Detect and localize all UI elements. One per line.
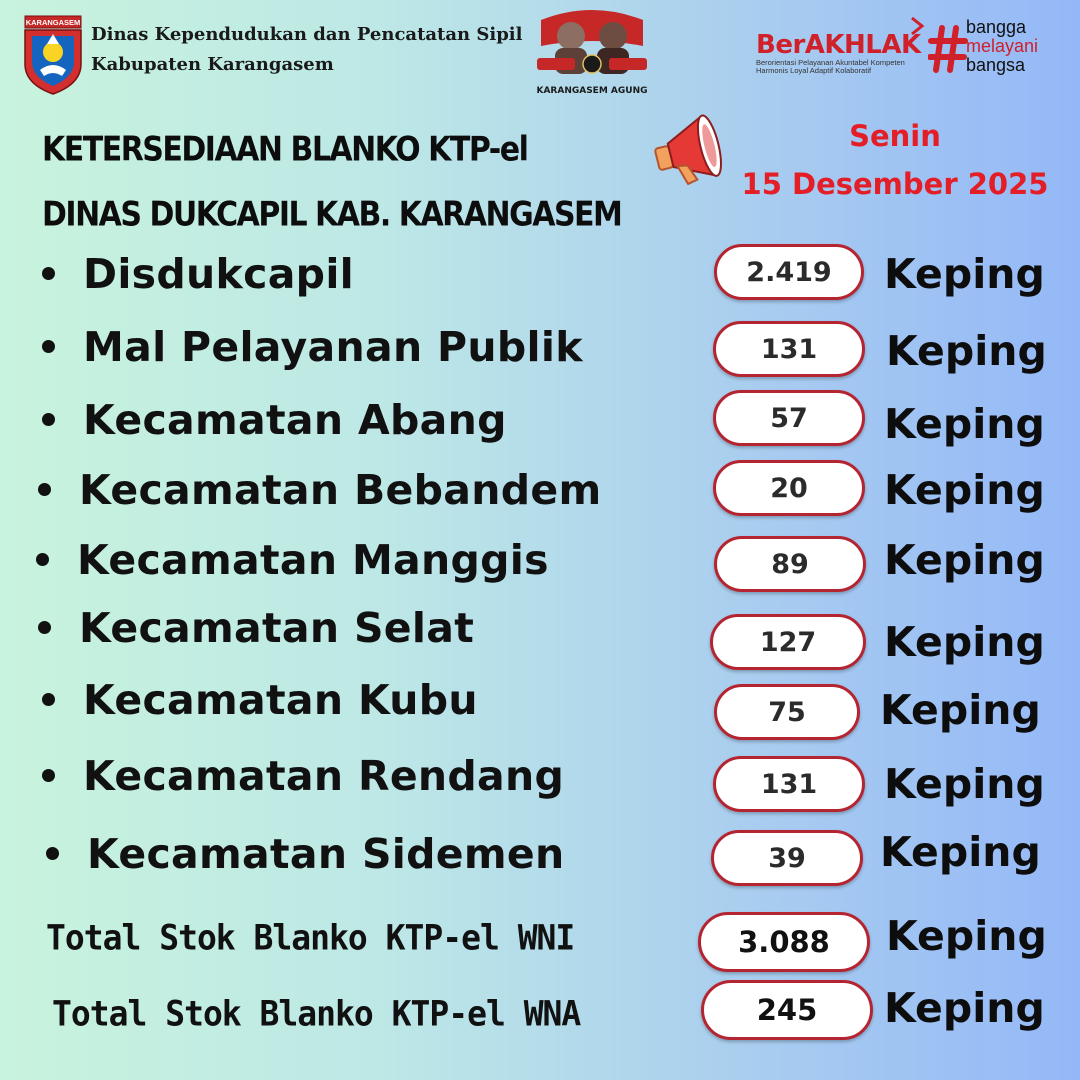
- hashtag-icon: [928, 24, 968, 74]
- date-day: Senin: [849, 119, 941, 153]
- bullet: [38, 621, 51, 634]
- organization-name: [91, 20, 522, 80]
- unit-label: Keping: [884, 466, 1045, 514]
- page-title: [42, 118, 621, 248]
- bangga-line-3: bangsa: [966, 55, 1026, 75]
- bullet: [38, 483, 51, 496]
- unit-label: Keping: [884, 400, 1045, 448]
- org-line-2: Kabupaten Karangasem: [91, 54, 334, 75]
- total-pill: 3.088: [698, 912, 870, 972]
- row-label: Kecamatan Sidemen: [87, 830, 565, 878]
- karangasem-logo: [22, 14, 84, 96]
- bullet: [46, 847, 59, 860]
- total-label: Total Stok Blanko KTP-el WNA: [52, 993, 581, 1034]
- unit-label: Keping: [886, 327, 1047, 375]
- count-pill: 89: [714, 536, 866, 592]
- list-item: [0, 530, 1080, 590]
- list-item: [0, 244, 1080, 304]
- row-label: Kecamatan Rendang: [83, 752, 565, 800]
- count-pill: 2.419: [714, 244, 864, 300]
- row-label: Mal Pelayanan Publik: [83, 323, 583, 371]
- count-pill: 57: [713, 390, 865, 446]
- unit-label: Keping: [886, 912, 1047, 960]
- title-line-1: KETERSEDIAAN BLANKO KTP-el: [42, 130, 528, 170]
- list-item: [0, 598, 1080, 666]
- bullet: [42, 693, 55, 706]
- date-full: 15 Desember 2025: [741, 167, 1049, 201]
- count-pill: 20: [713, 460, 865, 516]
- row-label: Kecamatan Bebandem: [79, 466, 602, 514]
- bullet: [36, 553, 49, 566]
- count-pill: 131: [713, 756, 865, 812]
- megaphone-icon: [650, 108, 734, 192]
- row-label: Kecamatan Abang: [83, 396, 507, 444]
- list-item: [0, 317, 1080, 377]
- total-pill: 245: [701, 980, 873, 1040]
- karangasem-agung-badge: [533, 6, 651, 98]
- bangga-line-1: bangga: [966, 17, 1027, 37]
- date-block: [735, 112, 1055, 208]
- berakhlak-word: BerAKHLAK: [756, 30, 921, 60]
- bullet: [42, 267, 55, 280]
- org-line-1: Dinas Kependudukan dan Pencatatan Sipil: [91, 24, 523, 45]
- count-pill: 127: [710, 614, 866, 670]
- bangga-line-2: melayani: [966, 36, 1039, 56]
- unit-label: Keping: [884, 250, 1045, 298]
- list-item: [0, 670, 1080, 734]
- row-label: Kecamatan Kubu: [83, 676, 478, 724]
- row-label: Disdukcapil: [83, 250, 355, 298]
- unit-label: Keping: [884, 618, 1045, 666]
- count-pill: 39: [711, 830, 863, 886]
- berakhlak-logo: [756, 30, 921, 76]
- unit-label: Keping: [880, 828, 1041, 876]
- bullet: [42, 769, 55, 782]
- bangga-melayani-bangsa: [966, 18, 1038, 75]
- berakhlak-sub-1: Berorientasi Pelayanan Akuntabel Kompeten: [756, 58, 905, 67]
- logo-caption: KARANGASEM: [25, 18, 81, 27]
- total-label: Total Stok Blanko KTP-el WNI: [46, 917, 575, 958]
- bullet: [42, 413, 55, 426]
- title-line-2: DINAS DUKCAPIL KAB. KARANGASEM: [42, 195, 622, 235]
- unit-label: Keping: [880, 686, 1041, 734]
- badge-caption: KARANGASEM AGUNG: [536, 86, 648, 96]
- row-label: Kecamatan Manggis: [77, 536, 549, 584]
- list-item: [0, 746, 1080, 806]
- total-row-wna: [0, 976, 1080, 1036]
- count-pill: 131: [713, 321, 865, 377]
- berakhlak-sub-2: Harmonis Loyal Adaptif Kolaboratif: [756, 66, 872, 75]
- list-item: [0, 824, 1080, 884]
- count-pill: 75: [714, 684, 860, 740]
- row-label: Kecamatan Selat: [79, 604, 475, 652]
- chevron-right-icon: [908, 16, 928, 36]
- unit-label: Keping: [884, 760, 1045, 808]
- list-item: [0, 460, 1080, 520]
- bullet: [42, 340, 55, 353]
- total-row-wni: [0, 906, 1080, 966]
- unit-label: Keping: [884, 984, 1045, 1032]
- list-item: [0, 390, 1080, 450]
- unit-label: Keping: [884, 536, 1045, 584]
